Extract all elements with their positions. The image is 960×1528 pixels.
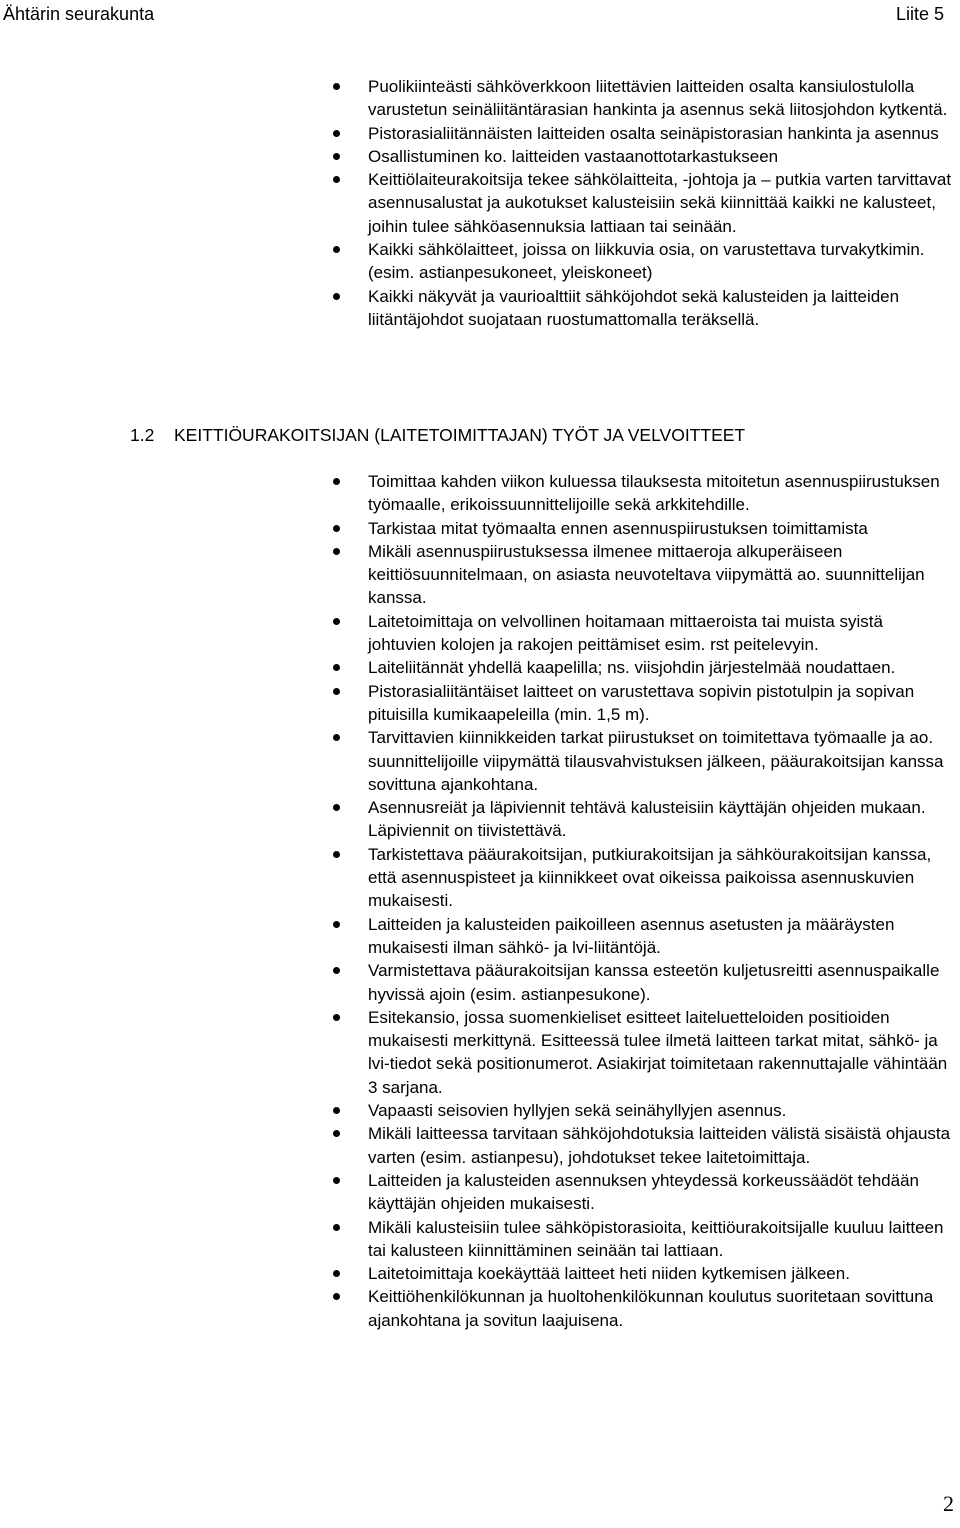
bullet-icon	[333, 921, 340, 928]
list-item-text: Osallistuminen ko. laitteiden vastaanottotarkastukseen	[368, 146, 779, 166]
list-item-text: Laitetoimittaja koekäyttää laitteet heti niiden kytkemisen jälkeen.	[368, 1264, 850, 1284]
bullet-icon	[333, 1270, 340, 1277]
list-item	[0, 726, 952, 796]
list-item	[0, 168, 952, 238]
bullet-icon	[333, 1014, 340, 1021]
list-item-text: Keittiölaiteurakoitsija tekee sähkölaitteita, -johtoja ja – putkia varten tarvittavat asennusalustat ja aukotukset kalusteisiin sekä kiinnittää kaikki ne kalusteet, joihin tulee sähköasennuksia lattiaan tai seinään.	[368, 170, 952, 236]
list-item	[0, 843, 952, 913]
list-item	[0, 680, 952, 727]
list-item	[0, 470, 952, 517]
list-item-text: Laitteiden ja kalusteiden paikoilleen asennus asetusten ja määräysten mukaisesti ilman sähkö- ja lvi-liitäntöjä.	[368, 914, 895, 957]
list-item-text: Mikäli laitteessa tarvitaan sähköjohdotuksia laitteiden välistä sisäistä ohjausta varten (esim. astianpesu), johdotukset tekee laitetoimittaja.	[368, 1124, 951, 1167]
list-item	[0, 1006, 952, 1099]
section-number: 1.2	[130, 425, 155, 445]
list-item-text: Mikäli kalusteisiin tulee sähköpistorasioita, keittiöurakoitsijalle kuuluu laitteen tai kalusteen kiinnittäminen seinään tai lattiaan.	[368, 1217, 944, 1260]
list-item-text: Kaikki sähkölaitteet, joissa on liikkuvia osia, on varustettava turvakytkimin. (esim. astianpesukoneet, yleiskoneet)	[368, 240, 925, 283]
list-item-text: Mikäli asennuspiirustuksessa ilmenee mittaeroja alkuperäiseen keittiösuunnitelmaan, on asiasta neuvoteltava viipymättä ao. suunnittelijan kanssa.	[368, 541, 925, 608]
list-item-text: Toimittaa kahden viikon kuluessa tilauksesta mitoitetun asennuspiirustuksen työmaalle, erikoissuunnittelijoille sekä arkkitehdille.	[368, 472, 940, 515]
list-item	[0, 1169, 952, 1216]
bullet-icon	[333, 1293, 340, 1300]
bullet-icon	[333, 967, 340, 974]
list-item-text: Tarkistettava pääurakoitsijan, putkiurakoitsijan ja sähköurakoitsijan kanssa, että asennuspisteet ja kiinnikkeet ovat oikeissa paikoissa asennuskuvien mukaisesti.	[368, 844, 932, 911]
list-item	[0, 913, 952, 960]
bullet-icon	[333, 688, 340, 695]
electrical-work-list	[0, 75, 952, 331]
bullet-icon	[333, 293, 340, 300]
list-item-text: Vapaasti seisovien hyllyjen sekä seinähyllyjen asennus.	[368, 1101, 787, 1121]
document-header-appendix: Liite 5	[895, 4, 944, 24]
list-item	[0, 540, 952, 610]
bullet-icon	[333, 1224, 340, 1231]
list-item-text: Pistorasialiitäntäiset laitteet on varustettava sopivin pistotulpin ja sopivan pituisilla kumikaapeleilla (min. 1,5 m).	[368, 681, 915, 724]
list-item-text: Puolikiinteästi sähköverkkoon liitettävien laitteiden osalta kansiulostulolla varustetun seinäliitäntärasian hankinta ja asennus sekä liitosjohdon kytkentä.	[368, 77, 948, 120]
kitchen-contractor-duties-list	[0, 470, 952, 1332]
list-item	[0, 610, 952, 657]
bullet-icon	[333, 734, 340, 741]
bullet-icon	[333, 525, 340, 532]
bullet-icon	[333, 130, 340, 137]
bullet-icon	[333, 478, 340, 485]
section-title: KEITTIÖURAKOITSIJAN (LAITETOIMITTAJAN) TYÖT JA VELVOITTEET	[174, 425, 746, 445]
bullet-icon	[333, 176, 340, 183]
list-item	[0, 238, 952, 285]
document-header-title: Ähtärin seurakunta	[3, 4, 155, 24]
list-item	[0, 1216, 952, 1263]
page-number: 2	[943, 1491, 954, 1516]
bullet-icon	[333, 1177, 340, 1184]
bullet-icon	[333, 1107, 340, 1114]
list-item	[0, 1099, 952, 1122]
section-heading	[130, 423, 745, 447]
list-item	[0, 1285, 952, 1332]
list-item-text: Keittiöhenkilökunnan ja huoltohenkilökunnan koulutus suoritetaan sovittuna ajankohtana ja sovitun laajuisena.	[368, 1287, 934, 1330]
bullet-icon	[333, 664, 340, 671]
list-item	[0, 517, 952, 540]
list-item	[0, 75, 952, 122]
list-item-text: Kaikki näkyvät ja vaurioalttiit sähköjohdot sekä kalusteiden ja laitteiden liitäntäjohdot suojataan ruostumattomalla teräksellä.	[368, 286, 900, 329]
list-item-text: Tarvittavien kiinnikkeiden tarkat piirustukset on toimitettava työmaalle ja ao. suunnittelijoille viipymättä tilausvahvistuksen jälkeen, pääurakoitsijan kanssa sovittuna ajankohtana.	[368, 728, 944, 794]
list-item-text: Laitetoimittaja on velvollinen hoitamaan mittaeroista tai muista syistä johtuvien kolojen ja rakojen peittämiset esim. rst peitelevyin.	[368, 611, 883, 655]
list-item-text: Laitteiden ja kalusteiden asennuksen yhteydessä korkeussäädöt tehdään käyttäjän ohjeiden mukaisesti.	[368, 1170, 919, 1214]
list-item-text: Laiteliitännät yhdellä kaapelilla; ns. viisjohdin järjestelmää noudattaen.	[368, 658, 896, 678]
bullet-icon	[333, 153, 340, 160]
bullet-icon	[333, 246, 340, 253]
list-item	[0, 959, 952, 1006]
bullet-icon	[333, 1130, 340, 1137]
list-item-text: Varmistettava pääurakoitsijan kanssa esteetön kuljetusreitti asennuspaikalle hyvissä ajoin (esim. astianpesukone).	[368, 961, 940, 1004]
list-item	[0, 122, 952, 145]
list-item	[0, 1262, 952, 1285]
list-item-text: Esitekansio, jossa suomenkieliset esitteet laiteluetteloiden positioiden mukaisesti merkittynä. Esitteessä tulee ilmetä laitteen tarkat mitat, sähkö- ja lvi-tiedot sekä positionumerot. Asiakirjat toimitetaan rakennuttajalle vähintään 3 sarjana.	[368, 1007, 948, 1097]
bullet-icon	[333, 851, 340, 858]
bullet-icon	[333, 548, 340, 555]
list-item	[0, 285, 952, 332]
list-item	[0, 656, 952, 679]
list-item	[0, 145, 952, 168]
list-item	[0, 1122, 952, 1169]
list-item-text: Tarkistaa mitat työmaalta ennen asennuspiirustuksen toimittamista	[368, 518, 868, 538]
list-item-text: Pistorasialiitännäisten laitteiden osalta seinäpistorasian hankinta ja asennus	[368, 123, 939, 143]
bullet-icon	[333, 618, 340, 625]
list-item	[0, 796, 952, 843]
list-item-text: Asennusreiät ja läpiviennit tehtävä kalusteisiin käyttäjän ohjeiden mukaan. Läpiviennit on tiivistettävä.	[368, 798, 926, 841]
bullet-icon	[333, 804, 340, 811]
bullet-icon	[333, 83, 340, 90]
